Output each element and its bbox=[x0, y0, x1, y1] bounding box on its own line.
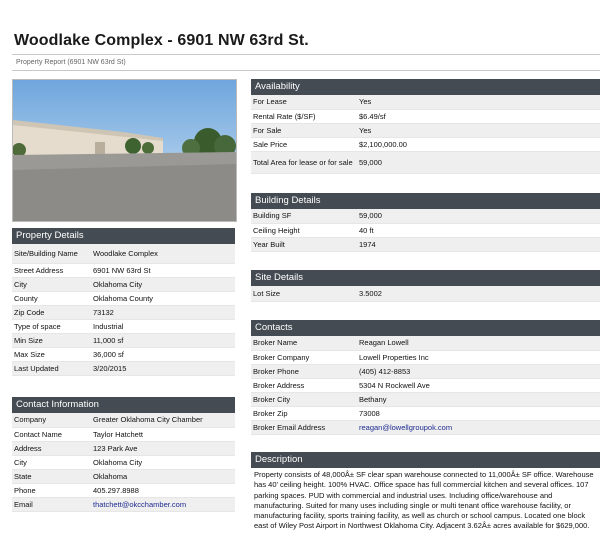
table-row bbox=[12, 277, 235, 291]
row-label: For Sale bbox=[251, 123, 357, 137]
table-row bbox=[12, 413, 235, 427]
subtitle-divider bbox=[12, 70, 600, 71]
row-value: 11,000 sf bbox=[91, 333, 235, 347]
table-row bbox=[251, 223, 600, 237]
availability-table bbox=[251, 95, 600, 174]
table-row bbox=[12, 244, 235, 263]
page-title: Woodlake Complex - 6901 NW 63rd St. bbox=[14, 32, 309, 49]
contact-information-heading: Contact Information bbox=[12, 397, 235, 413]
row-value: 3.5002 bbox=[357, 286, 600, 301]
table-row bbox=[251, 336, 600, 350]
row-label: Min Size bbox=[12, 333, 91, 347]
row-value: 123 Park Ave bbox=[91, 441, 235, 455]
row-value: Greater Oklahoma City Chamber bbox=[91, 413, 235, 427]
row-value: Bethany bbox=[357, 392, 600, 406]
table-row bbox=[12, 427, 235, 441]
table-row bbox=[12, 319, 235, 333]
building-details-panel bbox=[251, 193, 600, 252]
row-value: Yes bbox=[357, 95, 600, 109]
row-value: 1974 bbox=[357, 237, 600, 251]
row-label: Rental Rate ($/SF) bbox=[251, 109, 357, 123]
row-value: 59,000 bbox=[357, 209, 600, 223]
contact-information-panel bbox=[12, 397, 235, 512]
table-row bbox=[251, 123, 600, 137]
table-row bbox=[12, 469, 235, 483]
table-row bbox=[12, 497, 235, 511]
row-label: Total Area for lease or for sale bbox=[251, 151, 357, 173]
building-details-table bbox=[251, 209, 600, 252]
row-label: State bbox=[12, 469, 91, 483]
row-value: 59,000 bbox=[357, 151, 600, 173]
table-row bbox=[251, 137, 600, 151]
row-label: Street Address bbox=[12, 263, 91, 277]
row-label: Company bbox=[12, 413, 91, 427]
contacts-heading: Contacts bbox=[251, 320, 600, 336]
table-row bbox=[251, 286, 600, 301]
table-row bbox=[12, 441, 235, 455]
row-label: Zip Code bbox=[12, 305, 91, 319]
row-label: Ceiling Height bbox=[251, 223, 357, 237]
row-value: 73008 bbox=[357, 406, 600, 420]
table-row bbox=[251, 406, 600, 420]
title-divider bbox=[12, 54, 600, 55]
table-row bbox=[251, 95, 600, 109]
row-value: 5304 N Rockwell Ave bbox=[357, 378, 600, 392]
row-value: Woodlake Complex bbox=[91, 244, 235, 263]
row-value: 40 ft bbox=[357, 223, 600, 237]
table-row bbox=[251, 364, 600, 378]
building-details-heading: Building Details bbox=[251, 193, 600, 209]
page-subtitle: Property Report (6901 NW 63rd St) bbox=[16, 59, 126, 66]
availability-heading: Availability bbox=[251, 79, 600, 95]
availability-panel bbox=[251, 79, 600, 174]
description-text: Property consists of 48,000Â± SF clear span warehouse connected to 11,000Â± SF office. Warehouse has 40' ceiling height. 100% HVAC. Office space has full commercial kitchen and several offices. 107 parking spaces. PUD with commercial and industrial uses. Including office/warehouse and manufacturing. Suited for many uses including single or multi tenant office warehouse facility, or manufacturing facility, sports training facility, as well as church or school campus. Located one block east of Wiley Post Airport in Northwest Oklahoma City. Adjacent 3.62Â± acres available for $629,000. bbox=[254, 470, 594, 531]
row-value: Oklahoma City bbox=[91, 277, 235, 291]
row-label: Broker Zip bbox=[251, 406, 357, 420]
row-label: Site/Building Name bbox=[12, 244, 91, 263]
table-row bbox=[251, 209, 600, 223]
row-label: Building SF bbox=[251, 209, 357, 223]
row-value: 36,000 sf bbox=[91, 347, 235, 361]
row-label: Sale Price bbox=[251, 137, 357, 151]
table-row bbox=[12, 347, 235, 361]
description-panel bbox=[251, 452, 600, 532]
table-row bbox=[251, 392, 600, 406]
contacts-panel bbox=[251, 320, 600, 435]
property-details-panel bbox=[12, 228, 235, 376]
row-label: Year Built bbox=[251, 237, 357, 251]
table-row bbox=[12, 361, 235, 375]
table-row bbox=[12, 291, 235, 305]
table-row bbox=[251, 237, 600, 251]
row-label: Last Updated bbox=[12, 361, 91, 375]
row-label: Broker Company bbox=[251, 350, 357, 364]
row-value: Taylor Hatchett bbox=[91, 427, 235, 441]
row-label: Broker City bbox=[251, 392, 357, 406]
row-value: (405) 412-8853 bbox=[357, 364, 600, 378]
row-label: Broker Name bbox=[251, 336, 357, 350]
row-value: Oklahoma City bbox=[91, 455, 235, 469]
broker-email-link[interactable]: reagan@lowellgroupok.com bbox=[357, 420, 600, 434]
property-details-table bbox=[12, 244, 235, 376]
table-row bbox=[12, 455, 235, 469]
contacts-table bbox=[251, 336, 600, 435]
row-label: For Lease bbox=[251, 95, 357, 109]
row-label: Broker Email Address bbox=[251, 420, 357, 434]
warehouse-photo-image bbox=[13, 80, 236, 221]
contact-information-table bbox=[12, 413, 235, 512]
property-photo bbox=[12, 79, 237, 222]
site-details-table bbox=[251, 286, 600, 302]
row-value: $6.49/sf bbox=[357, 109, 600, 123]
table-row bbox=[12, 305, 235, 319]
description-heading: Description bbox=[251, 452, 600, 468]
row-label: County bbox=[12, 291, 91, 305]
row-label: Address bbox=[12, 441, 91, 455]
row-value: Industrial bbox=[91, 319, 235, 333]
site-details-panel bbox=[251, 270, 600, 302]
table-row bbox=[251, 378, 600, 392]
row-label: Type of space bbox=[12, 319, 91, 333]
table-row bbox=[12, 263, 235, 277]
row-value: Oklahoma bbox=[91, 469, 235, 483]
row-value: Lowell Properties Inc bbox=[357, 350, 600, 364]
row-label: Phone bbox=[12, 483, 91, 497]
row-label: Lot Size bbox=[251, 286, 357, 301]
row-value: 73132 bbox=[91, 305, 235, 319]
row-label: Broker Phone bbox=[251, 364, 357, 378]
row-value: 3/20/2015 bbox=[91, 361, 235, 375]
site-details-heading: Site Details bbox=[251, 270, 600, 286]
row-value: Yes bbox=[357, 123, 600, 137]
table-row bbox=[12, 483, 235, 497]
row-label: City bbox=[12, 455, 91, 469]
row-value: 405.297.8988 bbox=[91, 483, 235, 497]
row-label: City bbox=[12, 277, 91, 291]
row-value: 6901 NW 63rd St bbox=[91, 263, 235, 277]
row-label: Contact Name bbox=[12, 427, 91, 441]
table-row bbox=[251, 109, 600, 123]
table-row bbox=[251, 350, 600, 364]
table-row bbox=[12, 333, 235, 347]
row-value: $2,100,000.00 bbox=[357, 137, 600, 151]
row-value: Oklahoma County bbox=[91, 291, 235, 305]
row-label: Broker Address bbox=[251, 378, 357, 392]
row-label: Email bbox=[12, 497, 91, 511]
table-row bbox=[251, 420, 600, 434]
property-details-heading: Property Details bbox=[12, 228, 235, 244]
table-row bbox=[251, 151, 600, 173]
row-value: Reagan Lowell bbox=[357, 336, 600, 350]
email-link[interactable]: thatchett@okcchamber.com bbox=[91, 497, 235, 511]
row-label: Max Size bbox=[12, 347, 91, 361]
